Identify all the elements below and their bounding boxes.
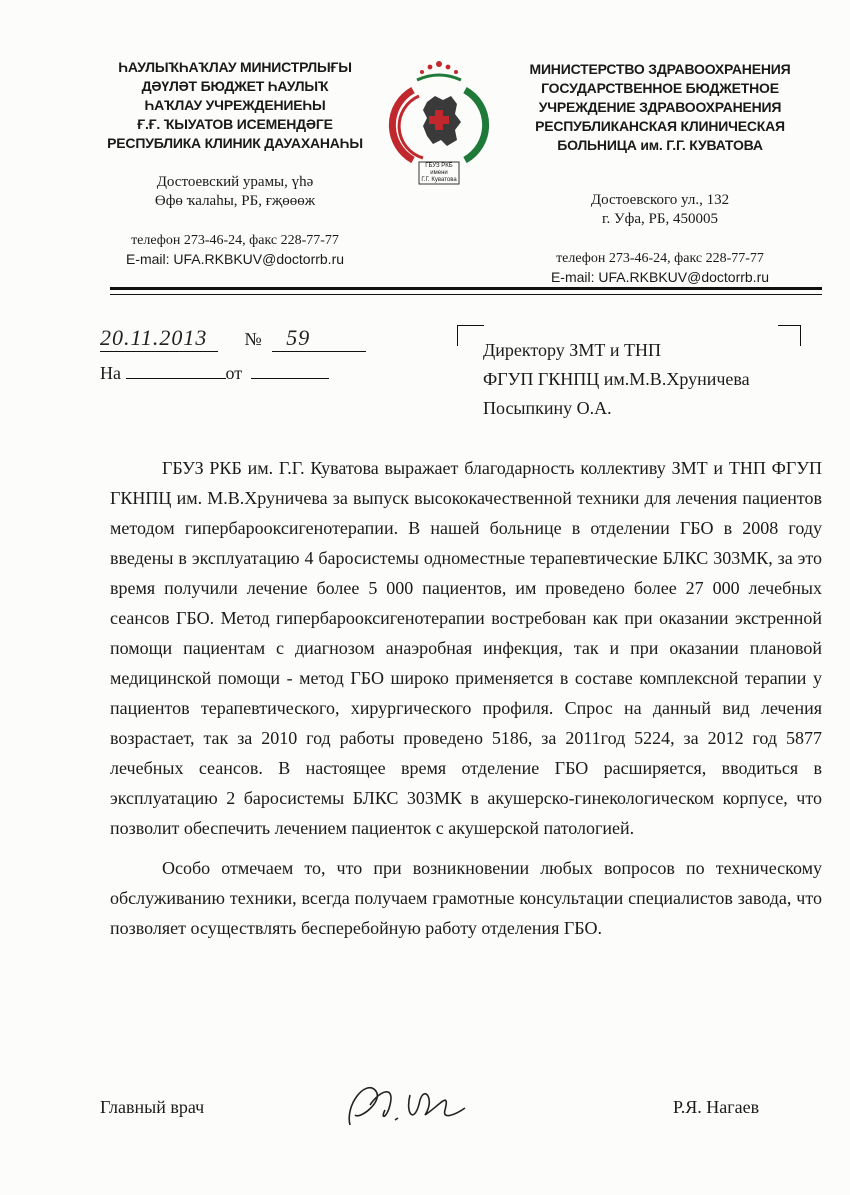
letter-body [110, 453, 822, 943]
org-name-line: ГОСУДАРСТВЕННОЕ БЮДЖЕТНОЕ [541, 80, 779, 96]
addressee-corner-right [778, 325, 801, 346]
addressee-line: Посыпкину О.А. [483, 398, 612, 418]
org-name-line: ҺАУЛЫҠҺАҠЛАУ МИНИСТРЛЫҒЫ [118, 59, 352, 75]
logo-caption-top: ГБУЗ РКБ [425, 163, 453, 169]
addressee-line: ФГУП ГКНПЦ им.М.В.Хруничева [483, 369, 750, 389]
reference-number: 59 [272, 325, 366, 352]
org-name-line: Ғ.Ғ. ҠЫУАТОВ ИСЕМЕНДӘГЕ [137, 116, 333, 132]
addressee-block [483, 336, 750, 423]
logo-caption-bottom: Г.Г. Куватова [421, 177, 457, 183]
header-left-block [70, 58, 400, 269]
handwritten-signature-icon [340, 1070, 480, 1140]
org-name-line: МИНИСТЕРСТВО ЗДРАВООХРАНЕНИЯ [529, 61, 791, 77]
phone-line: телефон 273-46-24, факс 228-77-77 [556, 251, 764, 266]
addressee-corner-left [457, 325, 484, 346]
logo-caption-mid: имени [430, 170, 448, 176]
address-line: Достоевский урамы, үһә [156, 174, 314, 190]
org-name-line: ҺАҠЛАУ УЧРЕЖДЕНИЕҺЫ [144, 97, 326, 113]
reference-date: 20.11.2013 [100, 325, 218, 352]
logo-caption [418, 163, 460, 184]
org-name-line: ДӘҮЛӘТ БЮДЖЕТ ҺАУЛЫҠ [141, 78, 329, 94]
from-blank [251, 362, 329, 379]
org-name-line: РЕСПУБЛИКА КЛИНИК ДАУАХАНАҺЫ [107, 135, 363, 151]
email-line: E-mail: UFA.RKBKUV@doctorrb.ru [550, 269, 770, 285]
address-line: Достоевского ул., 132 [590, 192, 730, 208]
org-name-line: РЕСПУБЛИКАНСКАЯ КЛИНИЧЕСКАЯ [535, 118, 785, 134]
on-label: На [100, 363, 121, 383]
reference-on-row [100, 362, 329, 384]
addressee-line: Директору ЗМТ и ТНП [483, 340, 661, 360]
signatory-title: Главный врач [100, 1097, 205, 1117]
header-divider-thin [110, 294, 822, 295]
body-paragraph: Особо отмечаем то, что при возникновении любых вопросов по техническому обслуживанию техники, всегда получаем грамотные консультации специалистов завода, что позволяет осуществлять бесперебойную работу отделения ГБО. [110, 858, 822, 938]
on-blank [126, 362, 226, 379]
signatory-name: Р.Я. Нагаев [673, 1097, 760, 1117]
reference-date-row [100, 325, 366, 352]
header-right-block [495, 60, 825, 287]
address-line: Өфө ҡалаһы, РБ, ғҗөөөж [154, 193, 316, 209]
address-line: г. Уфа, РБ, 450005 [602, 211, 718, 227]
org-name-line: УЧРЕЖДЕНИЕ ЗДРАВООХРАНЕНИЯ [538, 99, 782, 115]
header-divider-thick [110, 287, 822, 290]
from-label: от [225, 363, 243, 383]
body-paragraph: ГБУЗ РКБ им. Г.Г. Куватова выражает благодарность коллективу ЗМТ и ТНП ФГУП ГКНПЦ им. М.В.Хруничева за выпуск высококачественной техники для лечения пациентов методом гипербарооксигенотерапии. В нашей больнице в отделении ГБО в 2008 году введены в эксплуатацию 4 баросистемы одноместные терапевтические БЛКС 303МК, за это время получили лечение более 5 000 пациентов, им проведено более 27 000 лечебных сеансов ГБО. Метод гипербарооксигенотерапии востребован как при оказании экстренной помощи пациентам с диагнозом анаэробная инфекция, так и при оказании плановой медицинской помощи - метод ГБО широко применяется в составе комплексной терапии у пациентов терапевтического, хирургического профиля. Спрос на данный вид лечения возрастает, так за 2010 год работы проведено 5186, за 2011год 5224, за 2012 год 5877 лечебных сеансов. В настоящее время отделение ГБО расширяется, вводиться в эксплуатацию 2 баросистемы БЛКС 303МК в акушерско-гинекологическом корпусе, что позволит обеспечить лечением пациенток с акушерской патологией. [110, 458, 822, 838]
phone-line: телефон 273-46-24, факс 228-77-77 [131, 233, 339, 248]
org-name-line: БОЛЬНИЦА им. Г.Г. КУВАТОВА [557, 137, 763, 153]
number-label: № [244, 329, 262, 349]
email-line: E-mail: UFA.RKBKUV@doctorrb.ru [125, 251, 345, 267]
